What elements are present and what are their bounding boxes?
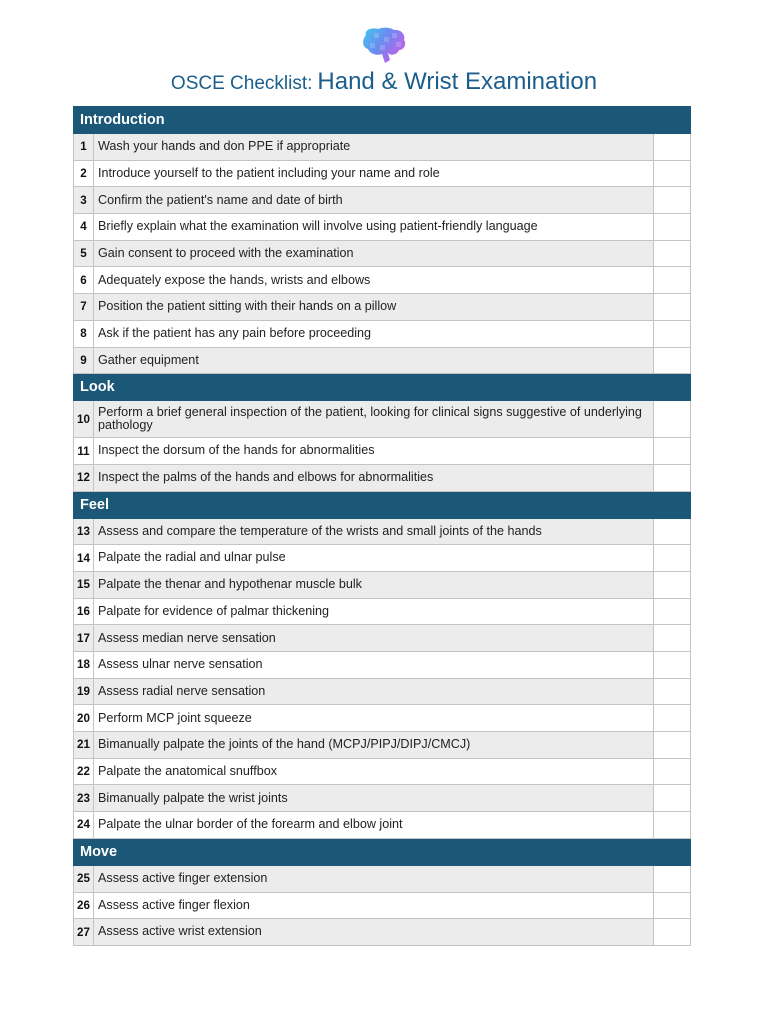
item-checkbox[interactable]	[654, 320, 691, 347]
checklist-row	[74, 678, 691, 705]
item-number: 23	[74, 785, 94, 812]
item-number: 22	[74, 758, 94, 785]
item-number: 2	[74, 160, 94, 187]
checklist-row	[74, 187, 691, 214]
section-title: Introduction	[74, 107, 691, 134]
checklist-row	[74, 438, 691, 465]
item-number: 3	[74, 187, 94, 214]
checklist-row	[74, 652, 691, 679]
item-number: 26	[74, 892, 94, 919]
item-text: Wash your hands and don PPE if appropriate	[94, 134, 654, 161]
item-text: Palpate the thenar and hypothenar muscle bulk	[94, 571, 654, 598]
item-number: 17	[74, 625, 94, 652]
section-title: Feel	[74, 491, 691, 518]
item-number: 16	[74, 598, 94, 625]
item-text: Palpate for evidence of palmar thickening	[94, 598, 654, 625]
item-number: 11	[74, 438, 94, 465]
item-number: 20	[74, 705, 94, 732]
section-header	[74, 374, 691, 401]
item-checkbox[interactable]	[654, 401, 691, 438]
title-prefix: OSCE Checklist:	[170, 73, 313, 94]
checklist-row	[74, 518, 691, 545]
checklist-row	[74, 545, 691, 572]
item-checkbox[interactable]	[654, 134, 691, 161]
item-text: Perform a brief general inspection of the patient, looking for clinical signs suggestive of underlying pathology	[94, 401, 654, 438]
checklist-row	[74, 401, 691, 438]
item-text: Assess radial nerve sensation	[94, 678, 654, 705]
checklist-row	[74, 134, 691, 161]
checklist-row	[74, 758, 691, 785]
item-checkbox[interactable]	[654, 758, 691, 785]
checklist-row	[74, 812, 691, 839]
item-number: 1	[74, 134, 94, 161]
item-number: 15	[74, 571, 94, 598]
item-text: Palpate the radial and ulnar pulse	[94, 545, 654, 572]
checklist-row	[74, 464, 691, 491]
checklist-row	[74, 598, 691, 625]
checklist-row	[74, 294, 691, 321]
item-text: Adequately expose the hands, wrists and elbows	[94, 267, 654, 294]
item-checkbox[interactable]	[654, 214, 691, 241]
item-checkbox[interactable]	[654, 919, 691, 946]
item-text: Assess active finger extension	[94, 865, 654, 892]
item-checkbox[interactable]	[654, 240, 691, 267]
section-header	[74, 838, 691, 865]
item-checkbox[interactable]	[654, 464, 691, 491]
checklist-row	[74, 320, 691, 347]
item-checkbox[interactable]	[654, 294, 691, 321]
checklist-row	[74, 347, 691, 374]
item-text: Bimanually palpate the wrist joints	[94, 785, 654, 812]
item-text: Bimanually palpate the joints of the hand (MCPJ/PIPJ/DIPJ/CMCJ)	[94, 732, 654, 759]
checklist-row	[74, 160, 691, 187]
item-number: 8	[74, 320, 94, 347]
section-header	[74, 107, 691, 134]
checklist-row	[74, 919, 691, 946]
checklist-row	[74, 571, 691, 598]
checklist-row	[74, 865, 691, 892]
checklist-row	[74, 785, 691, 812]
item-number: 21	[74, 732, 94, 759]
item-text: Assess and compare the temperature of the wrists and small joints of the hands	[94, 518, 654, 545]
item-checkbox[interactable]	[654, 598, 691, 625]
item-number: 12	[74, 464, 94, 491]
item-number: 24	[74, 812, 94, 839]
item-checkbox[interactable]	[654, 865, 691, 892]
checklist-row	[74, 625, 691, 652]
item-text: Inspect the dorsum of the hands for abnormalities	[94, 438, 654, 465]
item-checkbox[interactable]	[654, 267, 691, 294]
checklist-row	[74, 214, 691, 241]
item-number: 4	[74, 214, 94, 241]
item-checkbox[interactable]	[654, 625, 691, 652]
title-main: Hand & Wrist Examination	[317, 68, 598, 95]
item-text: Gather equipment	[94, 347, 654, 374]
item-text: Assess active finger flexion	[94, 892, 654, 919]
item-checkbox[interactable]	[654, 892, 691, 919]
item-text: Ask if the patient has any pain before proceeding	[94, 320, 654, 347]
section-header	[74, 491, 691, 518]
checklist-row	[74, 267, 691, 294]
item-checkbox[interactable]	[654, 438, 691, 465]
item-number: 19	[74, 678, 94, 705]
section-title: Look	[74, 374, 691, 401]
item-checkbox[interactable]	[654, 571, 691, 598]
item-text: Position the patient sitting with their hands on a pillow	[94, 294, 654, 321]
item-number: 7	[74, 294, 94, 321]
item-text: Briefly explain what the examination will involve using patient-friendly language	[94, 214, 654, 241]
item-checkbox[interactable]	[654, 545, 691, 572]
item-text: Palpate the ulnar border of the forearm and elbow joint	[94, 812, 654, 839]
checklist-row	[74, 732, 691, 759]
item-number: 18	[74, 652, 94, 679]
item-number: 9	[74, 347, 94, 374]
item-number: 14	[74, 545, 94, 572]
checklist-row	[74, 240, 691, 267]
item-checkbox[interactable]	[654, 187, 691, 214]
item-text: Assess median nerve sensation	[94, 625, 654, 652]
item-number: 25	[74, 865, 94, 892]
checklist-row	[74, 892, 691, 919]
brain-icon	[360, 27, 408, 65]
item-text: Inspect the palms of the hands and elbows for abnormalities	[94, 464, 654, 491]
item-text: Gain consent to proceed with the examination	[94, 240, 654, 267]
item-number: 27	[74, 919, 94, 946]
checklist-row	[74, 705, 691, 732]
item-text: Assess active wrist extension	[94, 919, 654, 946]
item-text: Confirm the patient's name and date of birth	[94, 187, 654, 214]
item-number: 6	[74, 267, 94, 294]
checklist-table	[73, 106, 691, 946]
item-checkbox[interactable]	[654, 705, 691, 732]
item-number: 5	[74, 240, 94, 267]
item-checkbox[interactable]	[654, 160, 691, 187]
page-title	[0, 68, 768, 96]
item-checkbox[interactable]	[654, 347, 691, 374]
item-checkbox[interactable]	[654, 678, 691, 705]
item-checkbox[interactable]	[654, 732, 691, 759]
item-checkbox[interactable]	[654, 785, 691, 812]
item-checkbox[interactable]	[654, 518, 691, 545]
section-title: Move	[74, 838, 691, 865]
item-text: Perform MCP joint squeeze	[94, 705, 654, 732]
item-text: Introduce yourself to the patient including your name and role	[94, 160, 654, 187]
item-checkbox[interactable]	[654, 652, 691, 679]
item-checkbox[interactable]	[654, 812, 691, 839]
item-text: Assess ulnar nerve sensation	[94, 652, 654, 679]
item-number: 10	[74, 401, 94, 438]
item-text: Palpate the anatomical snuffbox	[94, 758, 654, 785]
item-number: 13	[74, 518, 94, 545]
